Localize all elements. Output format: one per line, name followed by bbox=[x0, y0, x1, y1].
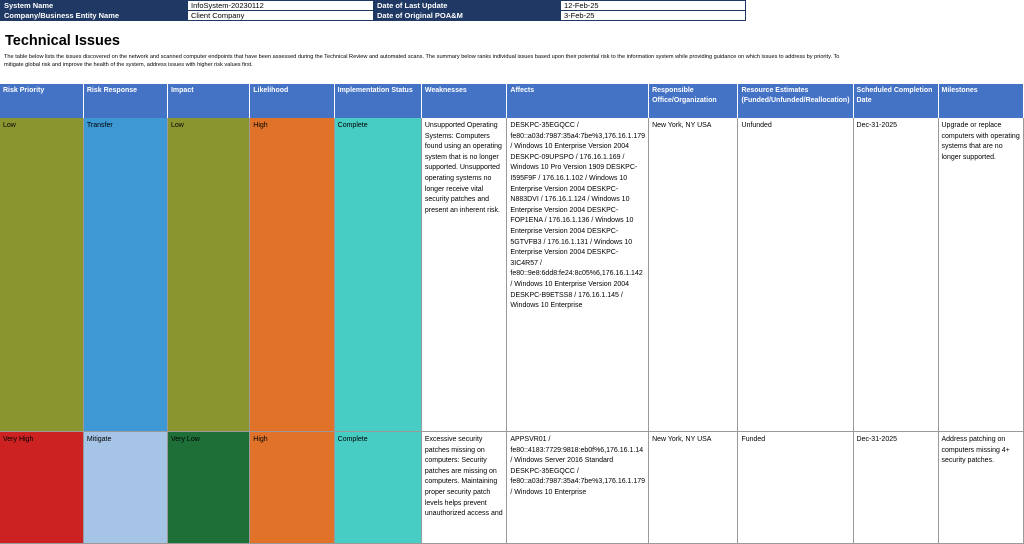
milestones-cell[interactable]: Address patching on computers missing 4+ security patches. bbox=[938, 432, 1024, 544]
col-impact[interactable]: Impact bbox=[167, 84, 249, 118]
risk-response-cell[interactable]: Mitigate bbox=[83, 432, 167, 544]
likelihood-cell[interactable]: High bbox=[250, 432, 334, 544]
col-resource-estimates[interactable]: Resource Estimates (Funded/Unfunded/Reallocation) bbox=[738, 84, 853, 118]
company-value[interactable]: Client Company bbox=[188, 11, 374, 21]
col-affects[interactable]: Affects bbox=[507, 84, 649, 118]
affects-cell[interactable]: APPSVR01 / fe80::4183:7729:9818:eb0f%6,176.16.1.14 / Windows Server 2016 Standard DESKPC-35EGQCC / fe80::a03d:7987:35a4:7be%3,176.16.1.179 / Windows 10 Enterprise bbox=[507, 432, 649, 544]
col-likelihood[interactable]: Likelihood bbox=[250, 84, 334, 118]
system-name-label: System Name bbox=[1, 1, 188, 11]
system-name-value[interactable]: InfoSystem-20230112 bbox=[188, 1, 374, 11]
risk-priority-cell[interactable]: Low bbox=[0, 118, 83, 432]
resource-estimates-cell[interactable]: Funded bbox=[738, 432, 853, 544]
original-poam-label: Date of Original POA&M bbox=[374, 11, 561, 21]
col-milestones[interactable]: Milestones bbox=[938, 84, 1024, 118]
table-row bbox=[0, 432, 1024, 544]
implementation-status-cell[interactable]: Complete bbox=[334, 432, 421, 544]
section-description: The table below lists the issues discovered on the network and scanned computer endpoints that have been assessed during the Technical Review and automated scans. The summary below ranks individual issues based upon their potential risk to the information system while providing guidance on which issues to address by priority. To mitigate global risk and improve the health of the system, address issues with higher risk values first. bbox=[4, 54, 840, 68]
impact-cell[interactable]: Very Low bbox=[167, 432, 249, 544]
risk-priority-cell[interactable]: Very High bbox=[0, 432, 83, 544]
risk-response-cell[interactable]: Transfer bbox=[83, 118, 167, 432]
weaknesses-cell[interactable]: Unsupported Operating Systems: Computers found using an operating system that is no longer supported. Unsupported operating systems no longer receive vital security patches and present an inherent risk. bbox=[421, 118, 507, 432]
col-implementation-status[interactable]: Implementation Status bbox=[334, 84, 421, 118]
col-weaknesses[interactable]: Weaknesses bbox=[421, 84, 507, 118]
last-update-value[interactable]: 12-Feb-25 bbox=[561, 1, 746, 11]
weaknesses-cell[interactable]: Excessive security patches missing on computers: Security patches are missing on computers. Maintaining proper security patch levels helps prevent unauthorized access and bbox=[421, 432, 507, 544]
table-row bbox=[0, 118, 1024, 432]
company-label: Company/Business Entity Name bbox=[1, 11, 188, 21]
original-poam-value[interactable]: 3-Feb-25 bbox=[561, 11, 746, 21]
technical-issues-table bbox=[0, 84, 1024, 544]
col-responsible-office[interactable]: Responsible Office/Organization bbox=[649, 84, 738, 118]
col-risk-response[interactable]: Risk Response bbox=[83, 84, 167, 118]
likelihood-cell[interactable]: High bbox=[250, 118, 334, 432]
impact-cell[interactable]: Low bbox=[167, 118, 249, 432]
col-scheduled-completion[interactable]: Scheduled Completion Date bbox=[853, 84, 938, 118]
resource-estimates-cell[interactable]: Unfunded bbox=[738, 118, 853, 432]
col-risk-priority[interactable]: Risk Priority bbox=[0, 84, 83, 118]
scheduled-completion-cell[interactable]: Dec-31-2025 bbox=[853, 432, 938, 544]
page-title: Technical Issues bbox=[5, 33, 120, 49]
table-header-row bbox=[0, 84, 1024, 118]
milestones-cell[interactable]: Upgrade or replace computers with operating systems that are no longer supported. bbox=[938, 118, 1024, 432]
affects-cell[interactable]: DESKPC-35EGQCC / fe80::a03d:7987:35a4:7be%3,176.16.1.179 / Windows 10 Enterprise Version 2004 DESKPC-09UPSPO / 176.16.1.169 / Windows 10 Pro Version 1909 DESKPC-I595F9F / 176.16.1.102 / Windows 10 Enterprise Version 2004 DESKPC-N883DVI / 176.16.1.124 / Windows 10 Enterprise Version 2004 DESKPC-FOP1ENA / 176.16.1.136 / Windows 10 Enterprise Version 2004 DESKPC-5GTVFB3 / 176.16.1.131 / Windows 10 Enterprise Version 2004 DESKPC-3IC4R57 / fe80::9e8:6dd8:fe24:8c05%6,176.16.1.142 / Windows 10 Enterprise Version 2004 DESKPC-B9ETSS8 / 176.16.1.145 / Windows 10 Enterprise bbox=[507, 118, 649, 432]
implementation-status-cell[interactable]: Complete bbox=[334, 118, 421, 432]
responsible-office-cell[interactable]: New York, NY USA bbox=[649, 118, 738, 432]
scheduled-completion-cell[interactable]: Dec-31-2025 bbox=[853, 118, 938, 432]
responsible-office-cell[interactable]: New York, NY USA bbox=[649, 432, 738, 544]
system-info-table bbox=[0, 0, 746, 21]
last-update-label: Date of Last Update bbox=[374, 1, 561, 11]
